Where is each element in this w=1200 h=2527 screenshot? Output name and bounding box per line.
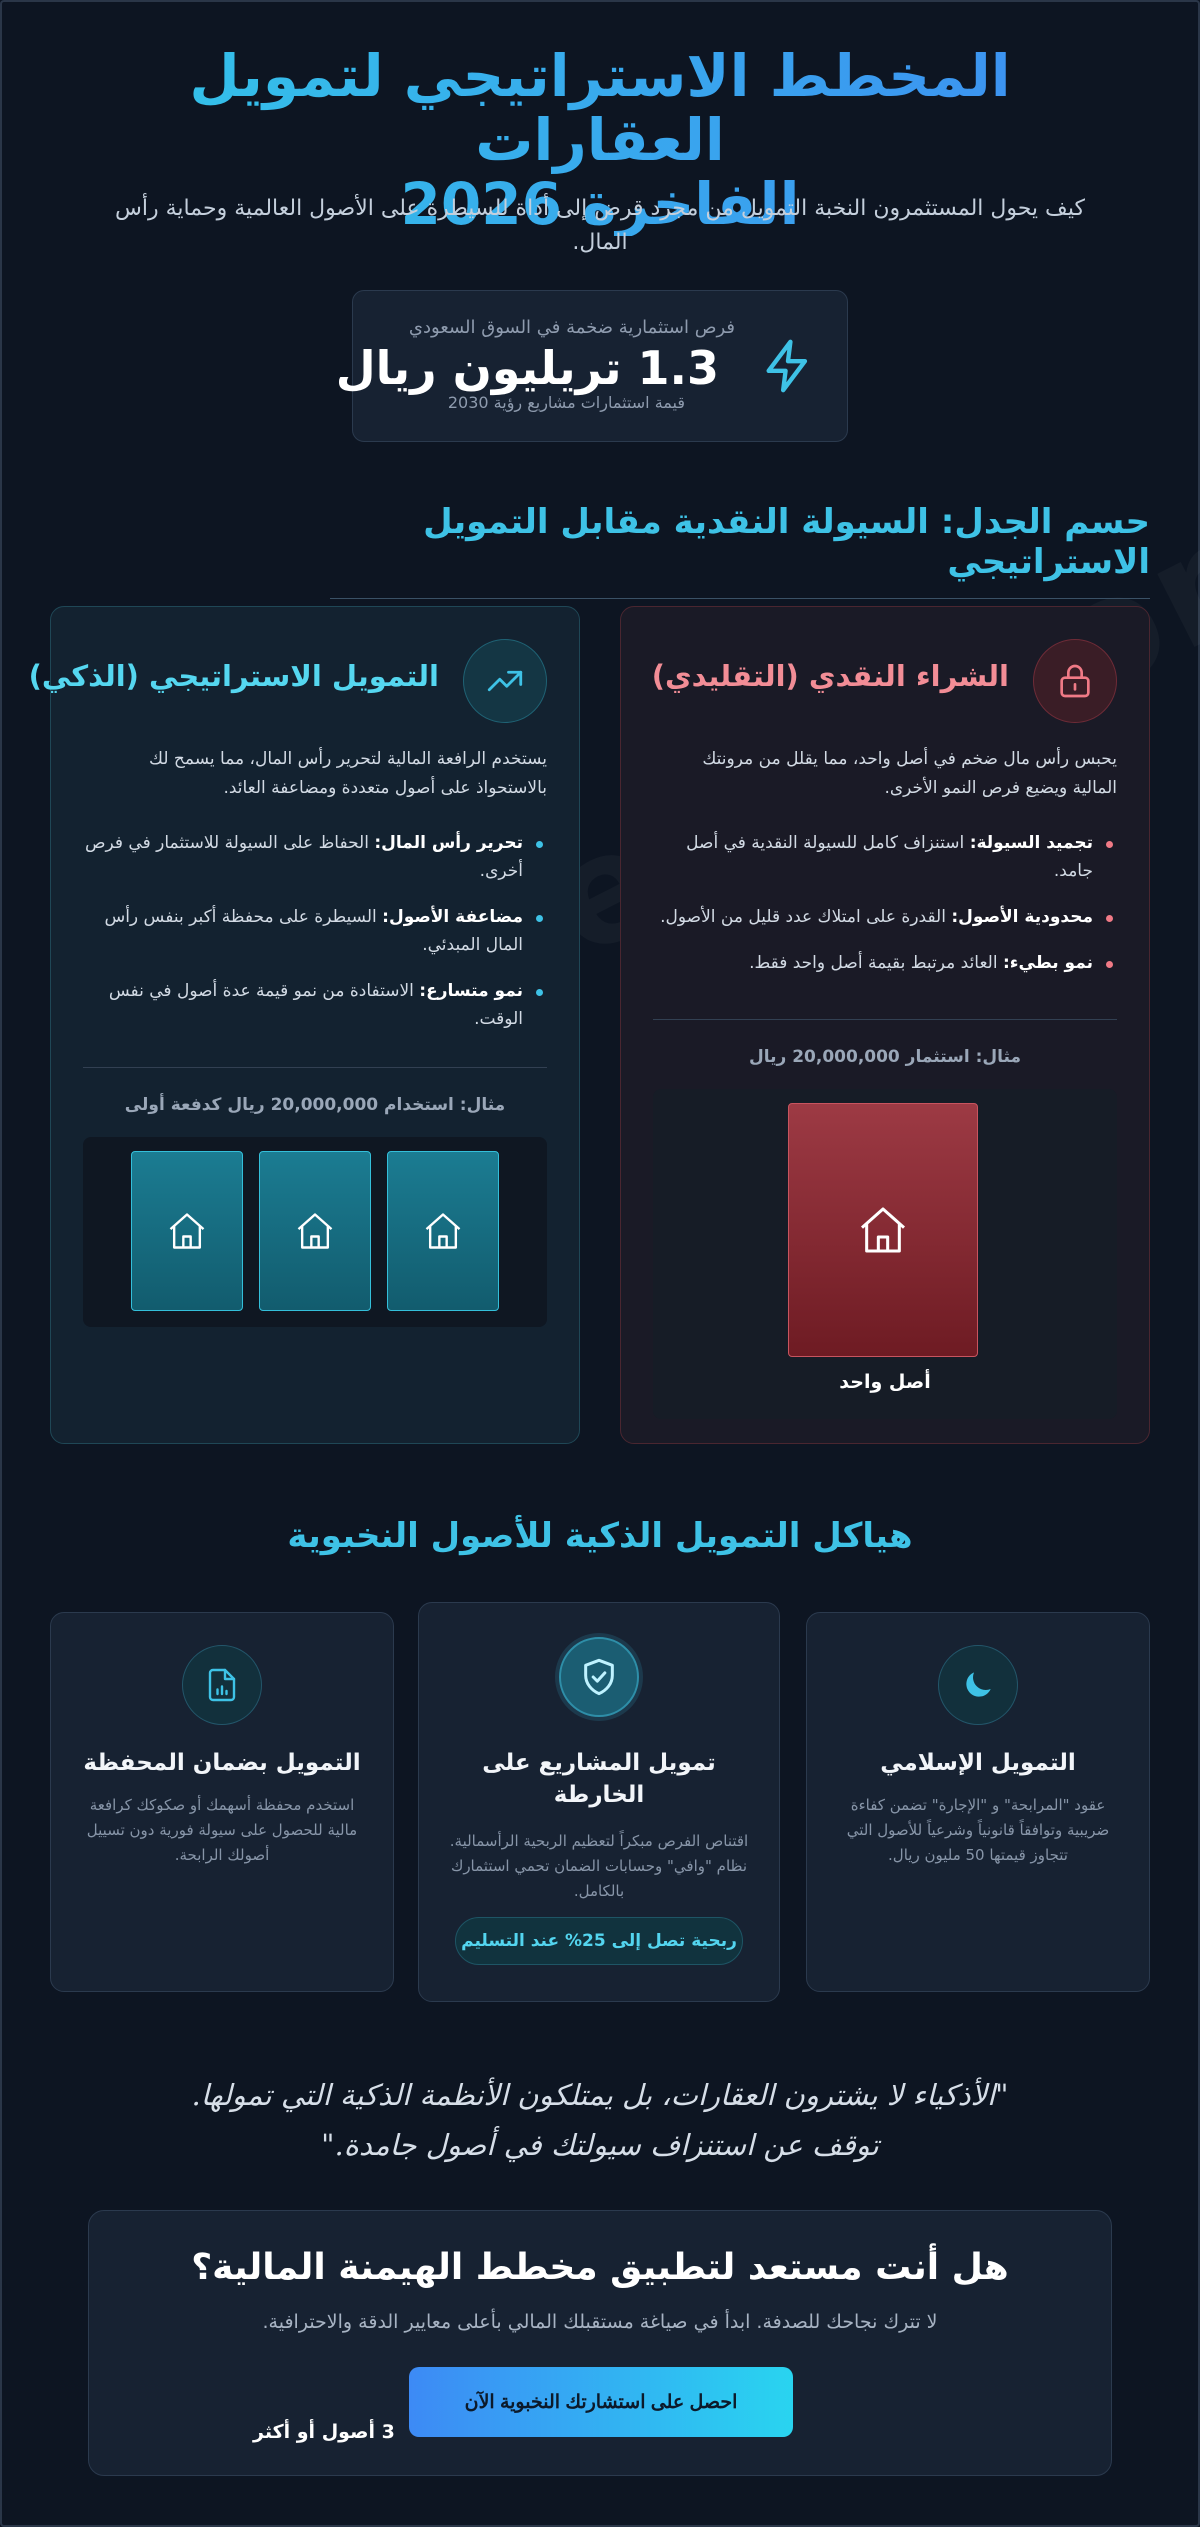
home-icon [293, 1209, 337, 1253]
cash-points [653, 829, 1117, 995]
file-chart-icon [182, 1645, 262, 1725]
divider [653, 1019, 1117, 1020]
list-item: محدودية الأصول: القدرة على امتلاك عدد قليل من الأصول. [653, 903, 1117, 931]
lock-icon [1033, 639, 1117, 723]
stat-card [335, 290, 848, 442]
page-subtitle: كيف يحول المستثمرون النخبة التمويل من مجرد قرض إلى أداة للسيطرة على الأصول العالمية وحماية رأس المال. [115, 196, 1085, 255]
asset-block [259, 1151, 371, 1311]
quote-line-1: "الأذكياء لا يشترون العقارات، بل يمتلكون الأنظمة الذكية التي تمولها. [191, 2078, 1009, 2112]
list-item: تجميد السيولة: استنزاف كامل للسيولة النقدية في أصل جامد. [653, 829, 1117, 885]
structure-description: استخدم محفظة أسهمك أو صكوكك كرافعة مالية للحصول على سيولة فورية دون تسييل أصولك الرابحة. [86, 1796, 358, 1864]
islamic-finance-card [806, 1612, 1150, 1992]
assets-count-label: 3 أصول أو أكثر [253, 2421, 395, 2443]
cash-title: الشراء النقدي (التقليدي) [651, 659, 1009, 693]
cta-title: هل أنت مستعد لتطبيق مخطط الهيمنة المالية؟ [191, 2247, 1009, 2288]
quote-line-2: توقف عن استنزاف سيولتك في أصول جامدة." [321, 2128, 879, 2162]
structure-description: اقتناص الفرص مبكراً لتعظيم الربحية الرأسمالية. نظام "وافي" وحسابات الضمان تحمي استثمارك بالكامل. [449, 1832, 749, 1900]
home-icon [165, 1209, 209, 1253]
stat-value: 1.3 تريليون ريال [335, 341, 719, 395]
quote [80, 2070, 1120, 2170]
profit-badge: ربحية تصل إلى 25% عند التسليم [455, 1917, 743, 1965]
asset-block [131, 1151, 243, 1311]
title-line-1: المخطط الاستراتيجي لتمويل العقارات [189, 42, 1011, 174]
structure-title: التمويل الإسلامي [880, 1750, 1076, 1776]
cash-description: يحبس رأس مال ضخم في أصل واحد، مما يقلل من مرونتك المالية ويضيع فرص النمو الأخرى. [702, 749, 1117, 798]
list-item: تحرير رأس المال: الحفاظ على السيولة للاستثمار في فرص أخرى. [83, 829, 547, 885]
financing-example: مثال: استخدام 20,000,000 ريال كدفعة أولى [124, 1095, 506, 1115]
comparison-heading: حسم الجدل: السيولة النقدية مقابل التمويل الاستراتيجي [330, 502, 1150, 599]
title-line-2: الفاخرة 2026 [400, 170, 800, 238]
list-item: نمو بطيء: العائد مرتبط بقيمة أصل واحد فقط. [653, 949, 1117, 977]
cash-purchase-card [620, 606, 1150, 1444]
trending-up-icon [463, 639, 547, 723]
structure-description: عقود "المرابحة" و "الإجارة" تضمن كفاءة ضريبية وتوافقاً قانونياً وشرعياً للأصول التي تتجاوز قيمتها 50 مليون ريال. [846, 1796, 1110, 1864]
asset-block [387, 1151, 499, 1311]
home-icon [855, 1202, 911, 1258]
financing-points [83, 829, 547, 1051]
structures-heading: هياكل التمويل الذكية للأصول النخبوية [287, 1516, 913, 1556]
financing-asset-visual [83, 1137, 547, 1327]
strategic-financing-card [28, 606, 580, 1444]
list-item: مضاعفة الأصول: السيطرة على محفظة أكبر بنفس رأس المال المبدئي. [83, 903, 547, 959]
portfolio-backed-finance-card [50, 1612, 394, 1992]
cta-panel [88, 2210, 1112, 2476]
stat-label: فرص استثمارية ضخمة في السوق السعودي [408, 317, 735, 338]
single-asset-label: أصل واحد [839, 1371, 931, 1393]
divider [83, 1067, 547, 1068]
off-plan-finance-card [418, 1602, 780, 2002]
moon-icon [938, 1645, 1018, 1725]
consultation-button[interactable]: احصل على استشارتك النخبوية الآن [409, 2367, 793, 2437]
shield-check-icon [559, 1637, 639, 1717]
structure-title: تمويل المشاريع على الخارطة [482, 1750, 716, 1808]
stat-note: قيمة استثمارات مشاريع رؤية 2030 [447, 393, 685, 412]
cta-subtitle: لا تترك نجاحك للصدفة. ابدأ في صياغة مستقبلك المالي بأعلى معايير الدقة والاحترافية. [262, 2311, 938, 2333]
lightning-icon [759, 337, 817, 395]
financing-description: يستخدم الرافعة المالية لتحرير رأس المال، مما يسمح لك بالاستحواذ على أصول متعددة ومضاعفة العائد. [149, 749, 547, 798]
cash-example: مثال: استثمار 20,000,000 ريال [748, 1047, 1021, 1067]
financing-title: التمويل الاستراتيجي (الذكي) [28, 659, 439, 693]
structure-title: التمويل بضمان المحفظة [83, 1750, 361, 1776]
list-item: نمو متسارع: الاستفادة من نمو قيمة عدة أصول في نفس الوقت. [83, 977, 547, 1033]
home-icon [421, 1209, 465, 1253]
cash-asset-visual [653, 1089, 1117, 1419]
single-asset-block [788, 1103, 978, 1357]
